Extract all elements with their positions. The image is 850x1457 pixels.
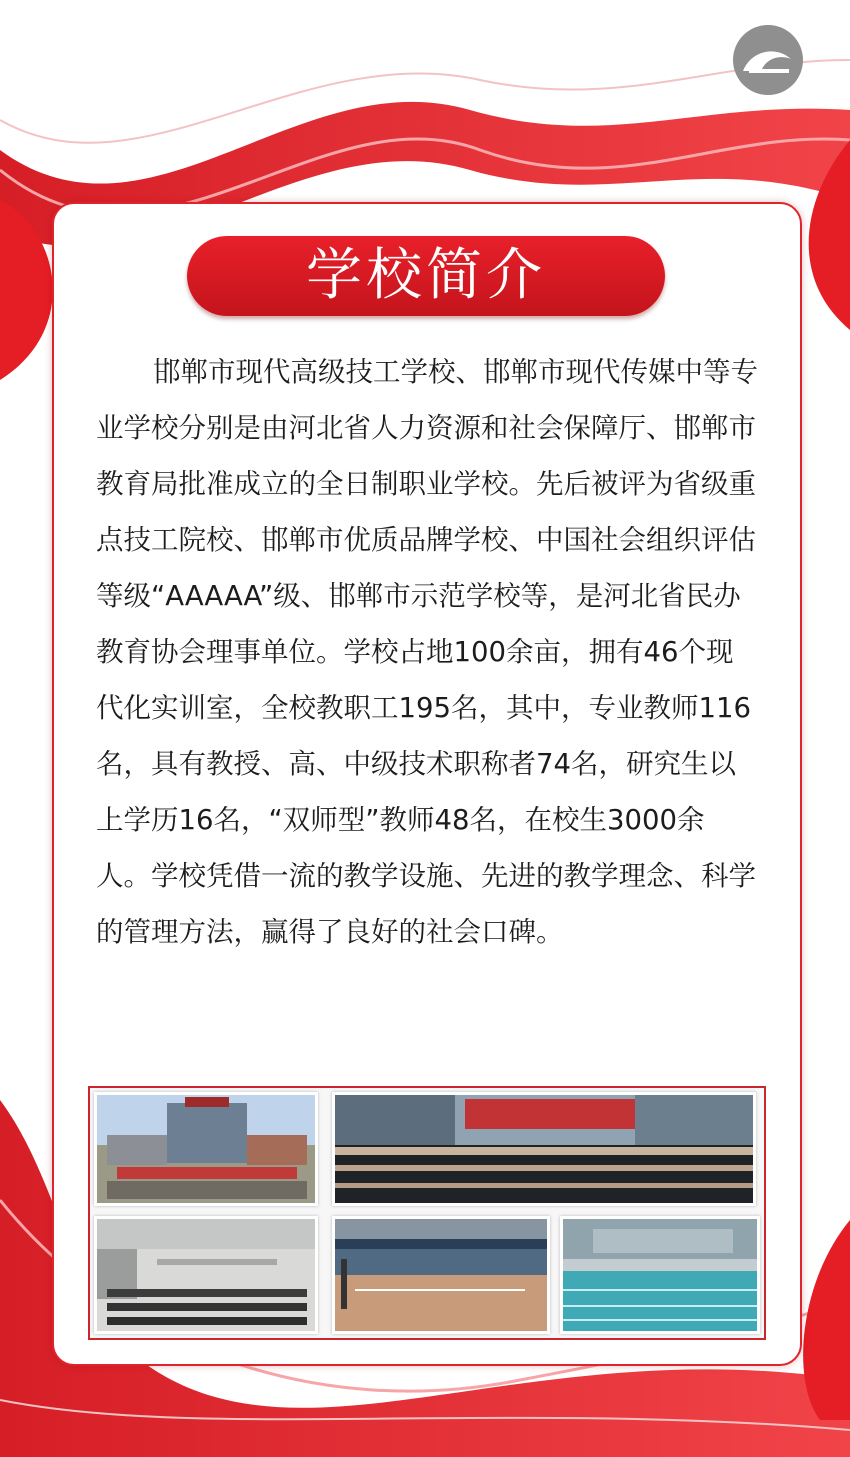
corner-badge-button[interactable]: [733, 25, 803, 95]
photo-gallery: [88, 1086, 766, 1340]
intro-paragraph: 邯郸市现代高级技工学校、邯郸市现代传媒中等专业学校分别是由河北省人力资源和社会保障厅、邯郸市教育局批准成立的全日制职业学校。先后被评为省级重点技工院校、邯郸市优质品牌学校、中国社会组织评估等级“AAAAA”级、邯郸市示范学校等，是河北省民办教育协会理事单位。学校占地100余亩，拥有46个现代化实训室，全校教职工195名，其中，专业教师116名，具有教授、高、中级技术职称者74名，研究生以上学历16名，“双师型”教师48名，在校生3000余人。学校凭借一流的教学设施、先进的教学理念、科学的管理方法，赢得了良好的社会口碑。: [96, 356, 758, 948]
circle-badge-icon: [741, 45, 795, 75]
campus-building-photo: [94, 1092, 318, 1206]
page-title: 学校简介: [306, 243, 546, 308]
staff-group-photo: [332, 1092, 756, 1206]
cafeteria-photo: [94, 1216, 318, 1334]
gymnasium-photo: [332, 1216, 550, 1334]
swimming-pool-photo: [560, 1216, 760, 1334]
intro-card: [52, 202, 802, 1366]
title-banner: [187, 236, 665, 316]
